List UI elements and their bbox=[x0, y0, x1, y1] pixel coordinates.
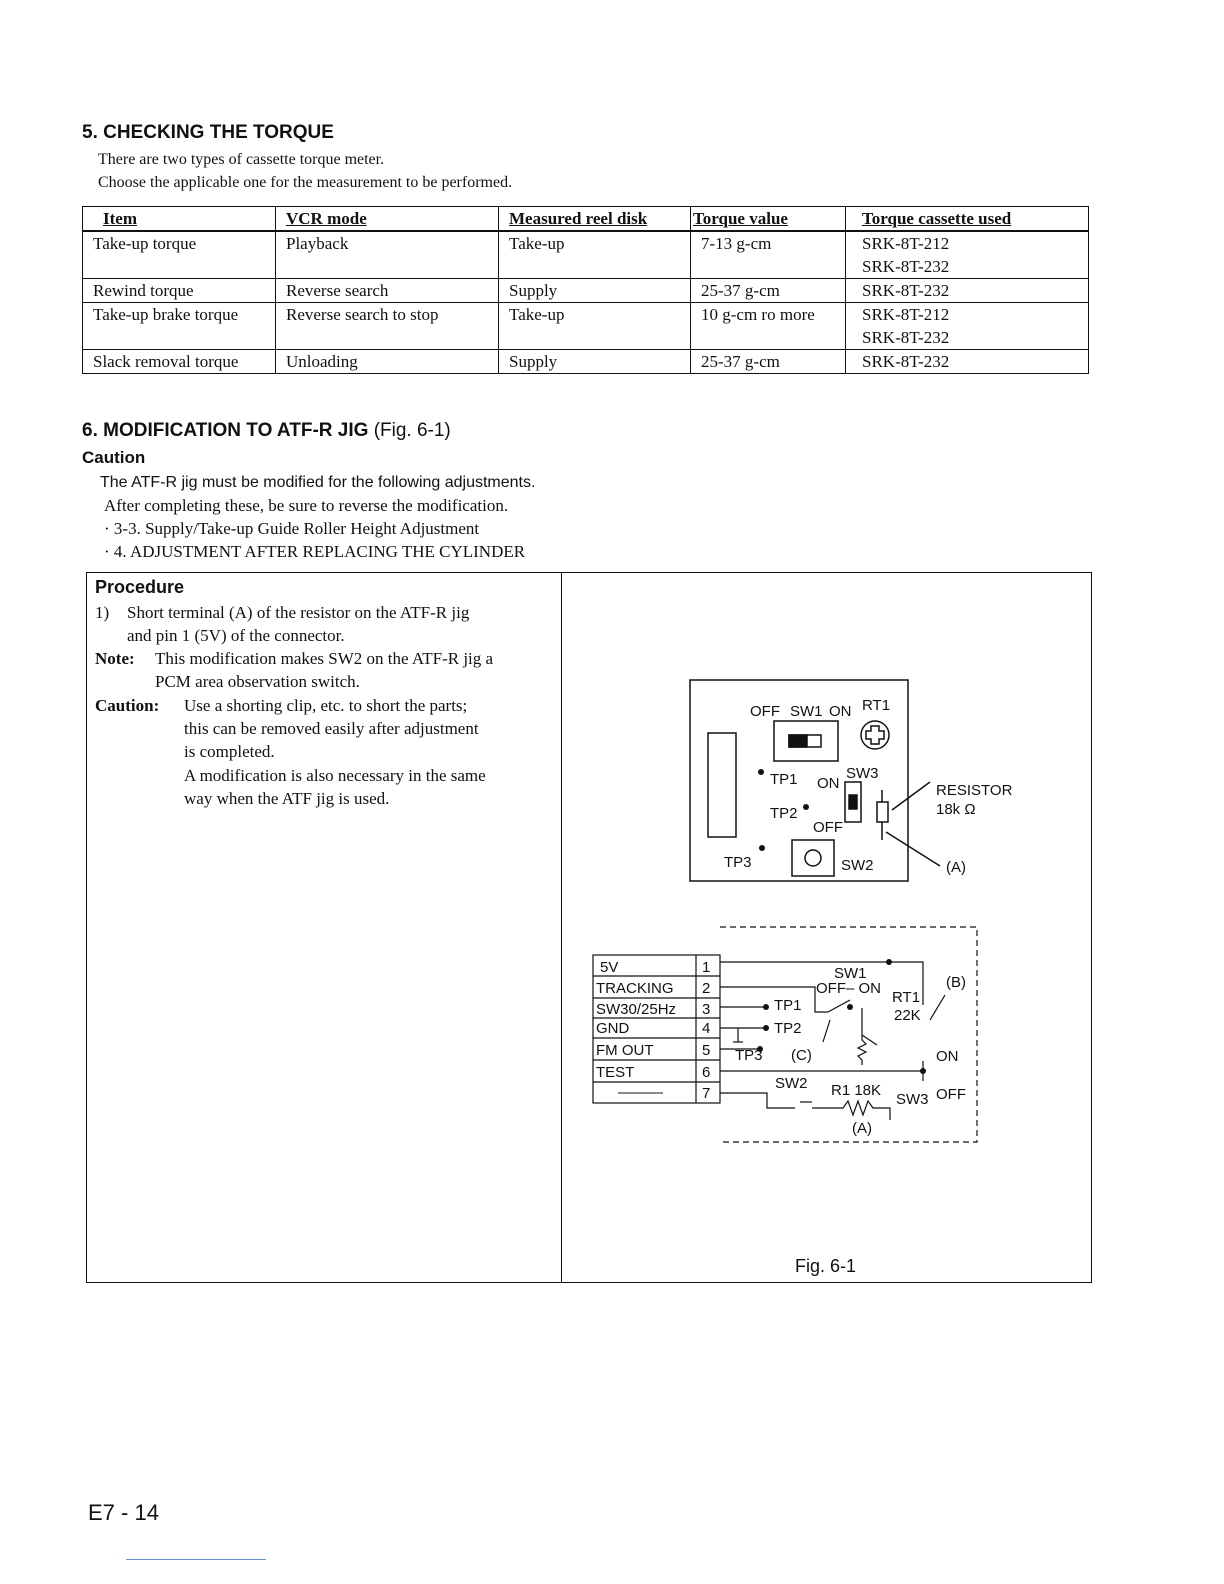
sw3-node bbox=[920, 1068, 926, 1074]
caution-line: The ATF-R jig must be modified for the following adjustments. bbox=[100, 474, 536, 491]
sch-rt1-label: RT1 bbox=[892, 989, 921, 1006]
sch-rt1-value: 22K bbox=[894, 1007, 921, 1024]
torque-table bbox=[82, 206, 1089, 374]
step-line: and pin 1 (5V) of the connector. bbox=[127, 626, 345, 645]
footer-rule bbox=[126, 1559, 266, 1560]
pin-name: GND bbox=[596, 1020, 630, 1037]
pin-number: 5 bbox=[702, 1042, 711, 1059]
pin-number: 3 bbox=[702, 1001, 711, 1018]
table-header-row bbox=[83, 207, 1089, 232]
resistor-label: RESISTOR bbox=[936, 782, 1013, 799]
section-5-title: 5. CHECKING THE TORQUE bbox=[82, 122, 334, 143]
sch-off-label: OFF bbox=[936, 1086, 966, 1103]
sch-r1-label: R1 18K bbox=[831, 1082, 882, 1099]
cassette: SRK-8T-212 bbox=[862, 234, 950, 253]
sw1-node bbox=[847, 1004, 853, 1010]
cassette: SRK-8T-232 bbox=[862, 328, 950, 347]
cell-value: 25-37 g-cm bbox=[691, 350, 846, 374]
wire-sw2 bbox=[720, 1093, 795, 1108]
a-leader-line bbox=[886, 832, 940, 866]
resistor-value-label: 18k Ω bbox=[936, 801, 976, 818]
sch-a-label: (A) bbox=[852, 1120, 872, 1137]
board-tp3-label: TP3 bbox=[724, 854, 752, 871]
pin-number: 4 bbox=[702, 1020, 711, 1037]
tp1-node bbox=[763, 1004, 769, 1010]
cell-reel: Take-up bbox=[499, 303, 691, 350]
table-row bbox=[83, 303, 1089, 350]
board-a-label: (A) bbox=[946, 859, 966, 876]
cell-reel: Supply bbox=[499, 279, 691, 303]
pin-number: 2 bbox=[702, 980, 711, 997]
sch-sw1-label: SW1 bbox=[834, 965, 867, 982]
resistor-body bbox=[877, 802, 888, 822]
sch-tp3-label: TP3 bbox=[735, 1047, 763, 1064]
header-item: Item bbox=[83, 207, 276, 232]
cell-value: 10 g-cm ro more bbox=[691, 303, 846, 350]
page-number: E7 - 14 bbox=[88, 1500, 159, 1525]
table-row bbox=[83, 231, 1089, 279]
table-row bbox=[83, 279, 1089, 303]
tp3-dot bbox=[759, 845, 765, 851]
step-number: 1) bbox=[95, 603, 110, 622]
cassette: SRK-8T-232 bbox=[862, 257, 950, 276]
cassette: SRK-8T-212 bbox=[862, 305, 950, 324]
cell-item: Rewind torque bbox=[83, 279, 276, 303]
cell-mode: Playback bbox=[276, 231, 499, 279]
pin-name: TRACKING bbox=[596, 980, 674, 997]
rt1-trimmer-icon bbox=[861, 721, 889, 749]
r1-resistor-symbol bbox=[812, 1101, 890, 1120]
cell-item: Slack removal torque bbox=[83, 350, 276, 374]
board-sw3-label: SW3 bbox=[846, 765, 879, 782]
cell-cassettes bbox=[846, 303, 1089, 350]
section-6-title bbox=[82, 420, 451, 442]
caution-line: After completing these, be sure to reverse the modification. bbox=[104, 496, 509, 515]
pin-name: 5V bbox=[600, 959, 619, 976]
cell-reel: Take-up bbox=[499, 231, 691, 279]
pin-number: 6 bbox=[702, 1064, 711, 1081]
figure-6-1 bbox=[562, 573, 1090, 1282]
sch-sw3-label: SW3 bbox=[896, 1091, 929, 1108]
cell-reel: Supply bbox=[499, 350, 691, 374]
b-arrow bbox=[930, 995, 945, 1020]
schematic-dashed-frame bbox=[720, 927, 977, 1142]
board-sw2-label: SW2 bbox=[841, 857, 874, 874]
sch-sw2-label: SW2 bbox=[775, 1075, 808, 1092]
table-row bbox=[83, 350, 1089, 374]
header-vcr-mode: VCR mode bbox=[276, 207, 499, 232]
tp2-dot bbox=[803, 804, 809, 810]
pin-name: ——— bbox=[618, 1084, 663, 1101]
pin-name: FM OUT bbox=[596, 1042, 654, 1059]
board-off2-label: OFF bbox=[813, 819, 843, 836]
caution-text-line: way when the ATF jig is used. bbox=[184, 789, 390, 808]
cell-item: Take-up brake torque bbox=[83, 303, 276, 350]
intro-line: Choose the applicable one for the measurement to be performed. bbox=[98, 174, 513, 191]
cell-cassettes bbox=[846, 231, 1089, 279]
sw1-slider-knob bbox=[789, 735, 807, 747]
caution-line: · 4. ADJUSTMENT AFTER REPLACING THE CYLINDER bbox=[104, 542, 526, 561]
sch-off-on-label: OFF– ON bbox=[816, 980, 882, 997]
sw2-button-icon bbox=[805, 850, 821, 866]
caution-text-line: Use a shorting clip, etc. to short the parts; bbox=[184, 696, 468, 715]
caution-text-line: A modification is also necessary in the same bbox=[184, 766, 486, 785]
sw3-slider-knob bbox=[849, 795, 857, 809]
header-reel-disk: Measured reel disk bbox=[499, 207, 691, 232]
board-sw1-label: SW1 bbox=[790, 703, 823, 720]
cell-value: 25-37 g-cm bbox=[691, 279, 846, 303]
caution-text-line: this can be removed easily after adjustment bbox=[184, 719, 479, 738]
section-6-title-text: 6. MODIFICATION TO ATF-R JIG bbox=[82, 420, 369, 441]
rt1-wiper bbox=[862, 1035, 877, 1045]
cell-mode: Unloading bbox=[276, 350, 499, 374]
procedure-title: Procedure bbox=[95, 577, 185, 597]
caution-heading: Caution bbox=[82, 448, 146, 467]
board-tp2-label: TP2 bbox=[770, 805, 798, 822]
board-on2-label: ON bbox=[817, 775, 840, 792]
pin-number: 7 bbox=[702, 1085, 711, 1102]
board-tp1-label: TP1 bbox=[770, 771, 798, 788]
caution-line: · 3-3. Supply/Take-up Guide Roller Height Adjustment bbox=[104, 519, 480, 538]
board-on-label: ON bbox=[829, 703, 852, 720]
step-line: Short terminal (A) of the resistor on the ATF-R jig bbox=[127, 603, 470, 622]
tp2-node bbox=[763, 1025, 769, 1031]
cassette: SRK-8T-232 bbox=[862, 352, 950, 371]
board-connector bbox=[708, 733, 736, 837]
cassette: SRK-8T-232 bbox=[862, 281, 950, 300]
note-line: This modification makes SW2 on the ATF-R jig a bbox=[155, 649, 494, 668]
caution-text-line: is completed. bbox=[184, 742, 275, 761]
note-line: PCM area observation switch. bbox=[155, 672, 360, 691]
pin-name: SW30/25Hz bbox=[596, 1001, 677, 1018]
sch-c-label: (C) bbox=[791, 1047, 812, 1064]
sch-on-label: ON bbox=[936, 1048, 959, 1065]
sch-tp2-label: TP2 bbox=[774, 1020, 802, 1037]
tp1-dot bbox=[758, 769, 764, 775]
sch-b-label: (B) bbox=[946, 974, 966, 991]
sch-tp1-label: TP1 bbox=[774, 997, 802, 1014]
sw2-switch-body bbox=[792, 840, 834, 876]
section-6-fig-ref: (Fig. 6-1) bbox=[373, 420, 451, 441]
c-arrow bbox=[823, 1020, 830, 1042]
cell-item: Take-up torque bbox=[83, 231, 276, 279]
pin-number: 1 bbox=[702, 959, 711, 976]
intro-line: There are two types of cassette torque meter. bbox=[98, 151, 385, 168]
cell-value: 7-13 g-cm bbox=[691, 231, 846, 279]
node-dot bbox=[886, 959, 892, 965]
cell-cassettes bbox=[846, 350, 1089, 374]
header-torque-value: Torque value bbox=[691, 207, 846, 232]
figure-caption: Fig. 6-1 bbox=[795, 1256, 857, 1276]
header-cassette: Torque cassette used bbox=[846, 207, 1089, 232]
board-rt1-label: RT1 bbox=[862, 697, 891, 714]
cell-mode: Reverse search bbox=[276, 279, 499, 303]
section-5-intro bbox=[98, 148, 512, 194]
caution-label: Caution: bbox=[95, 696, 160, 715]
resistor-leader-line bbox=[892, 782, 930, 810]
pin-name: TEST bbox=[596, 1064, 635, 1081]
cell-mode: Reverse search to stop bbox=[276, 303, 499, 350]
note-label: Note: bbox=[95, 649, 135, 668]
board-off-label: OFF bbox=[750, 703, 780, 720]
cell-cassettes bbox=[846, 279, 1089, 303]
sw1-contact bbox=[828, 1000, 850, 1012]
rt1-cross-icon bbox=[866, 726, 884, 744]
